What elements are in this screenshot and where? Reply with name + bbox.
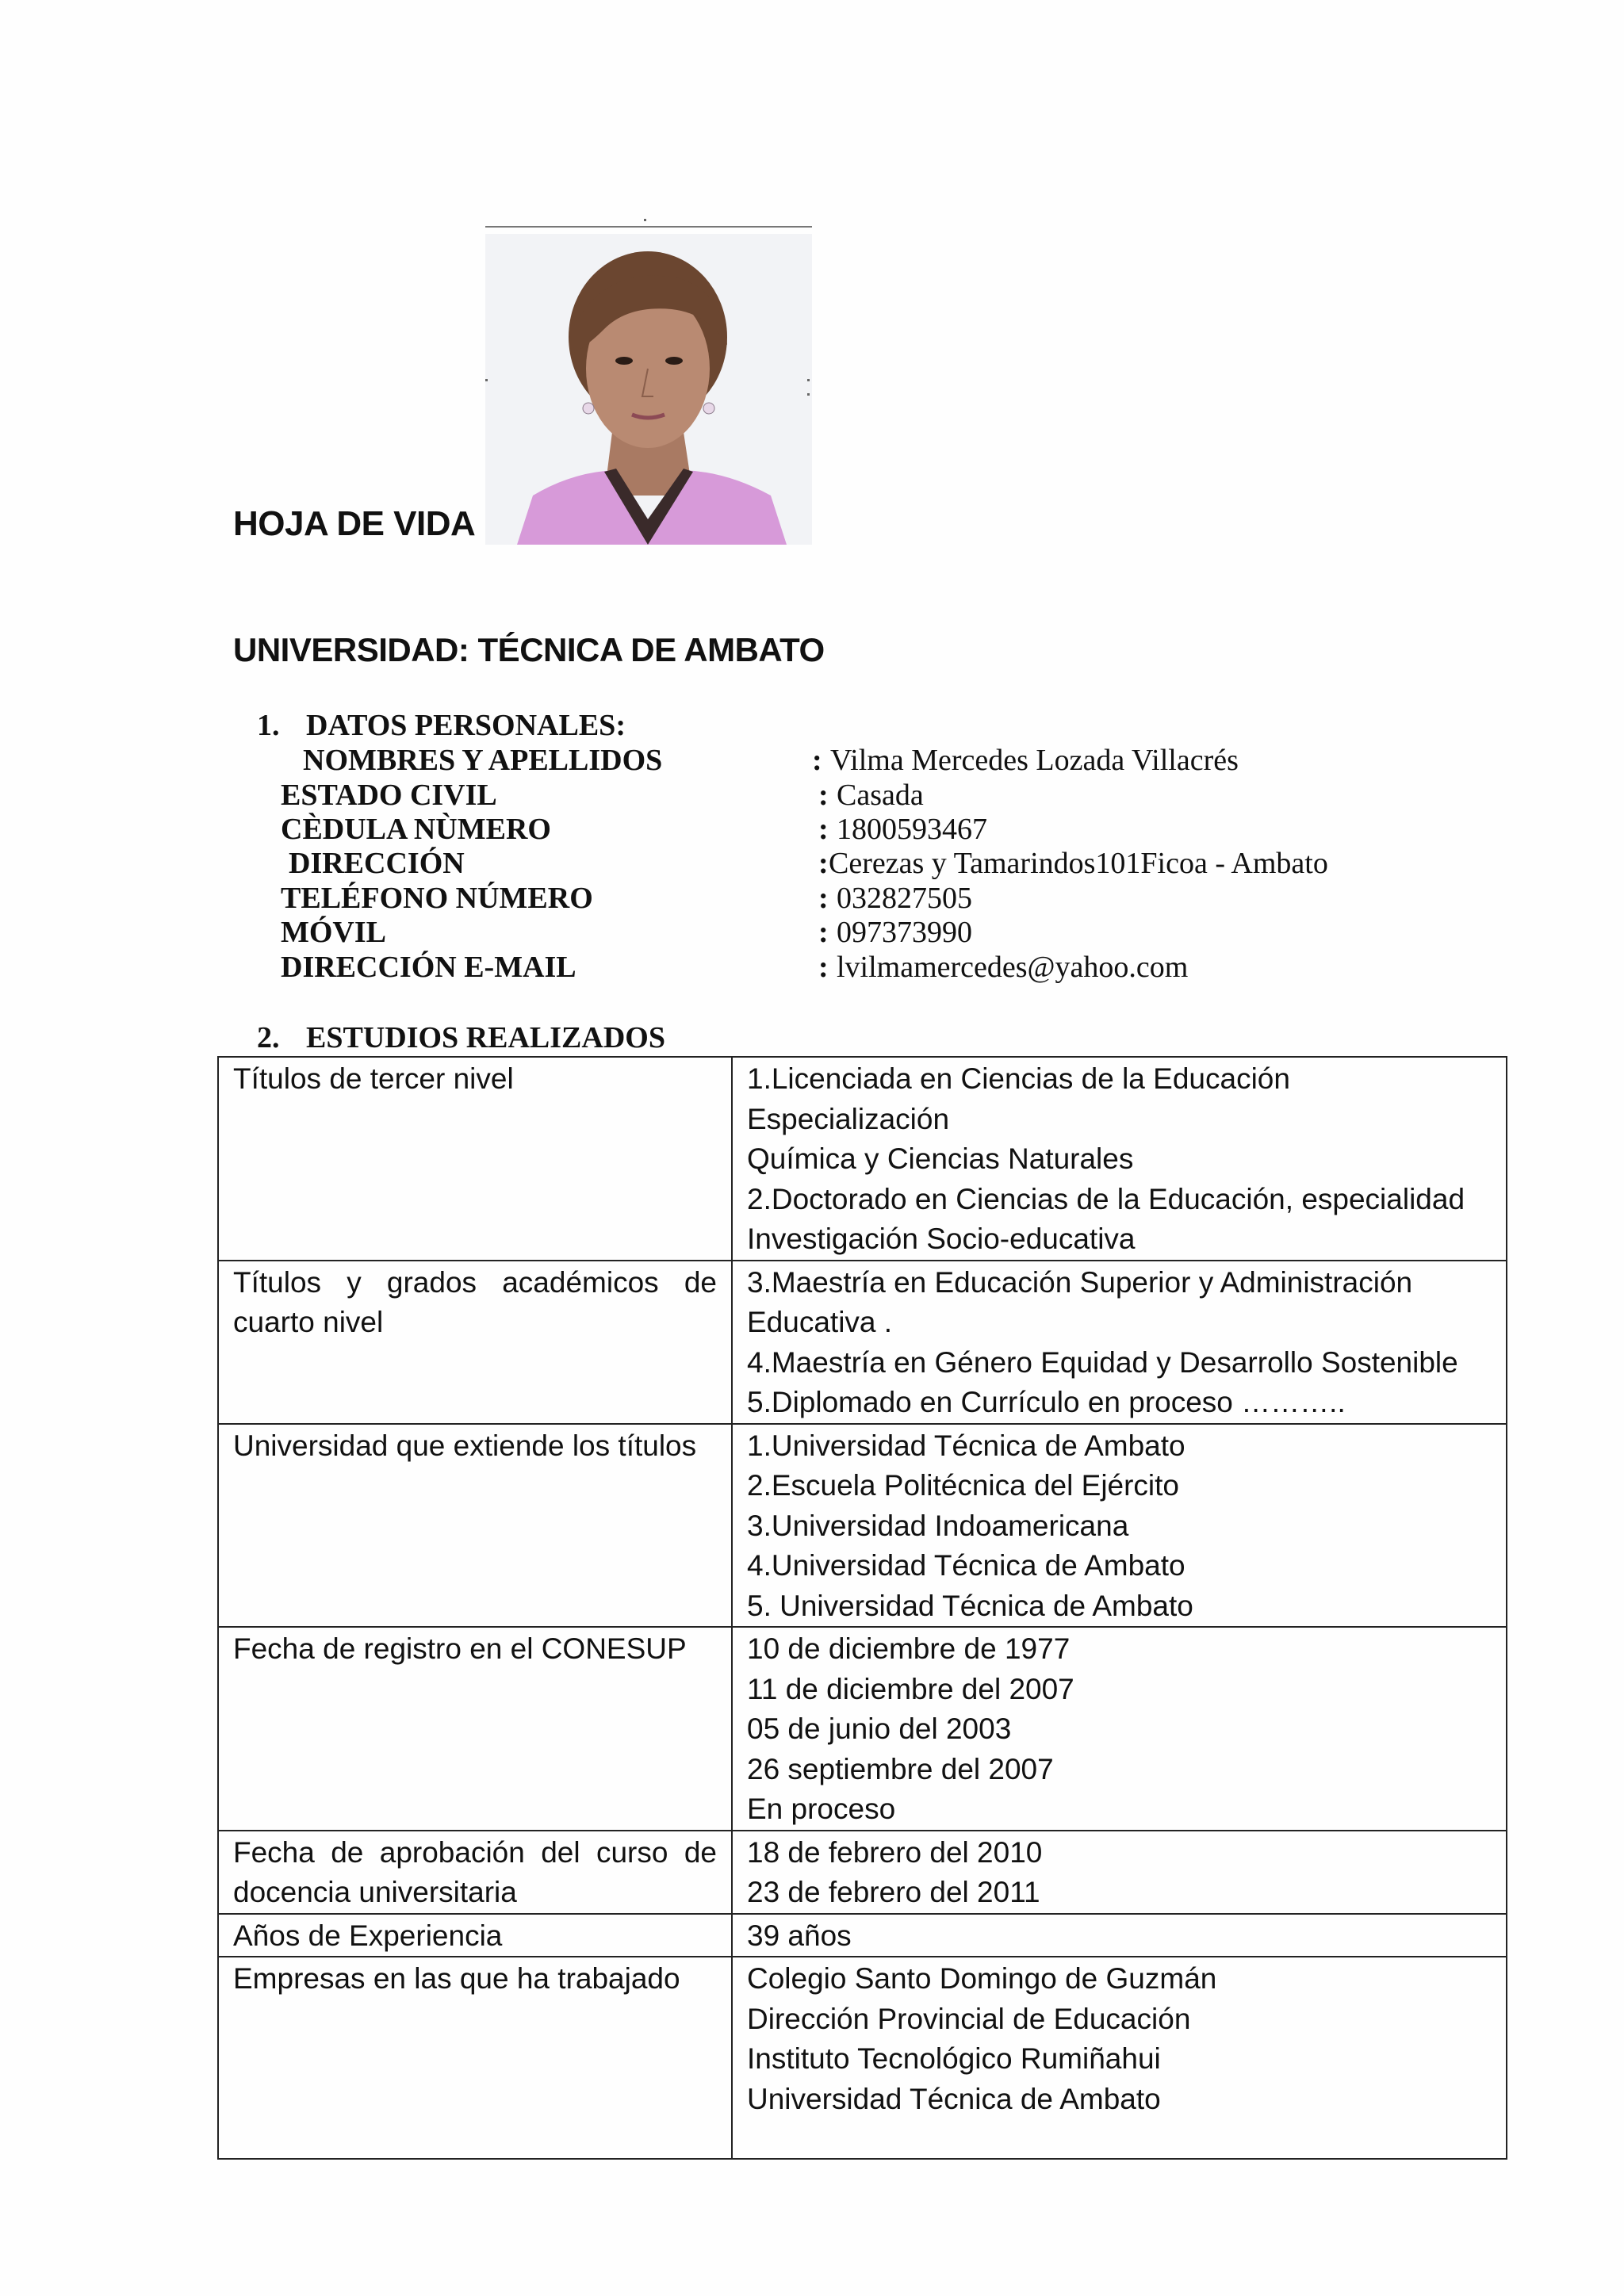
photo-speck	[644, 219, 646, 221]
row-value-line: 23 de febrero del 2011	[747, 1876, 1040, 1908]
row-value-line: 10 de diciembre de 1977	[747, 1632, 1071, 1665]
row-value-line: 1.Licenciada en Ciencias de la Educación Especialización	[747, 1062, 1290, 1135]
row-value-line: 05 de junio del 2003	[747, 1712, 1012, 1745]
photo-speck	[807, 379, 810, 381]
row-value-line: 39 años	[747, 1919, 852, 1952]
field-label-phone: TELÉFONO NÚMERO	[281, 882, 593, 915]
field-colon: :	[818, 882, 829, 915]
studies-table	[217, 1056, 1507, 2160]
row-value-line: Educativa .	[747, 1306, 893, 1338]
page-title: HOJA DE VIDA	[233, 504, 476, 543]
row-value	[732, 1424, 1507, 1628]
field-value-civil-status: Casada	[837, 779, 924, 812]
field-value-id-number: 1800593467	[837, 813, 987, 846]
field-colon: :	[818, 813, 829, 846]
field-value-mobile: 097373990	[837, 916, 972, 949]
field-label-names: NOMBRES Y APELLIDOS	[303, 744, 663, 777]
field-label-mobile: MÓVIL	[281, 916, 386, 949]
row-value-line: 11 de diciembre del 2007	[747, 1672, 1074, 1705]
row-value-line: 5.Diplomado en Currículo en proceso ………..	[747, 1386, 1346, 1418]
row-value-line: Dirección Provincial de Educación	[747, 2002, 1191, 2035]
field-label-civil-status: ESTADO CIVIL	[281, 779, 497, 812]
field-label-email: DIRECCIÓN E-MAIL	[281, 951, 576, 984]
row-value-line: 3.Maestría en Educación Superior y Administración	[747, 1265, 1413, 1299]
section-1-heading: DATOS PERSONALES:	[306, 709, 626, 742]
university-heading: UNIVERSIDAD: TÉCNICA DE AMBATO	[233, 631, 825, 668]
section-2-heading: ESTUDIOS REALIZADOS	[306, 1021, 665, 1054]
field-colon: :	[818, 847, 829, 880]
row-value-line: 26 septiembre del 2007	[747, 1752, 1054, 1785]
row-value-line: 2.Doctorado en Ciencias de la Educación, especialidad	[747, 1182, 1465, 1215]
field-colon: :	[818, 779, 829, 812]
photo-speck	[485, 379, 488, 381]
row-value-line: Química y Ciencias Naturales	[747, 1142, 1134, 1175]
row-value-line: 18 de febrero del 2010	[747, 1835, 1043, 1869]
row-label: Títulos de tercer nivel	[218, 1057, 732, 1261]
row-label: Fecha de registro en el CONESUP	[218, 1627, 732, 1831]
row-value-line: En proceso	[747, 1793, 896, 1825]
row-value	[732, 1627, 1507, 1831]
row-value-line: Investigación Socio-educativa	[747, 1223, 1136, 1255]
field-value-names: Vilma Mercedes Lozada Villacrés	[830, 744, 1239, 777]
row-label: Fecha de aprobación del curso de docencia universitaria	[218, 1831, 732, 1914]
table-row	[218, 1957, 1507, 2159]
table-row	[218, 1627, 1507, 1831]
row-label: Títulos y grados académicos de cuarto nivel	[218, 1261, 732, 1424]
row-value	[732, 1957, 1507, 2159]
field-value-phone: 032827505	[837, 882, 972, 915]
row-value-line: 5. Universidad Técnica de Ambato	[747, 1589, 1193, 1622]
table-row	[218, 1261, 1507, 1424]
row-value-line: 4.Universidad Técnica de Ambato	[747, 1549, 1185, 1582]
row-value-line: Colegio Santo Domingo de Guzmán	[747, 1962, 1217, 1995]
table-row	[218, 1831, 1507, 1914]
section-1-number: 1.	[257, 709, 280, 742]
table-row	[218, 1424, 1507, 1628]
field-label-id-number: CÈDULA NÙMERO	[281, 813, 551, 846]
profile-photo	[485, 234, 812, 545]
row-value-line: 2.Escuela Politécnica del Ejército	[747, 1469, 1180, 1502]
table-row	[218, 1914, 1507, 1957]
row-value-line: 1.Universidad Técnica de Ambato	[747, 1429, 1185, 1462]
row-value-line: 4.Maestría en Género Equidad y Desarrollo Sostenible	[747, 1345, 1458, 1379]
field-colon: :	[812, 744, 822, 777]
table-row	[218, 1057, 1507, 1261]
row-value-line: Instituto Tecnológico Rumiñahui	[747, 2042, 1161, 2075]
row-value	[732, 1914, 1507, 1957]
field-colon: :	[818, 951, 829, 984]
field-value-email: lvilmamercedes@yahoo.com	[837, 951, 1189, 984]
row-label: Años de Experiencia	[218, 1914, 732, 1957]
section-2-number: 2.	[257, 1021, 280, 1054]
field-colon: :	[818, 916, 829, 949]
row-label: Universidad que extiende los títulos	[218, 1424, 732, 1628]
row-label: Empresas en las que ha trabajado	[218, 1957, 732, 2159]
row-value-line: 3.Universidad Indoamericana	[747, 1509, 1129, 1542]
row-value	[732, 1057, 1507, 1261]
row-value-line: Universidad Técnica de Ambato	[747, 2082, 1161, 2115]
row-value	[732, 1261, 1507, 1424]
photo-top-rule	[485, 226, 812, 228]
photo-speck	[807, 393, 810, 396]
row-value	[732, 1831, 1507, 1914]
field-label-address: DIRECCIÓN	[289, 847, 465, 880]
field-value-address: Cerezas y Tamarindos101Ficoa - Ambato	[829, 847, 1328, 880]
